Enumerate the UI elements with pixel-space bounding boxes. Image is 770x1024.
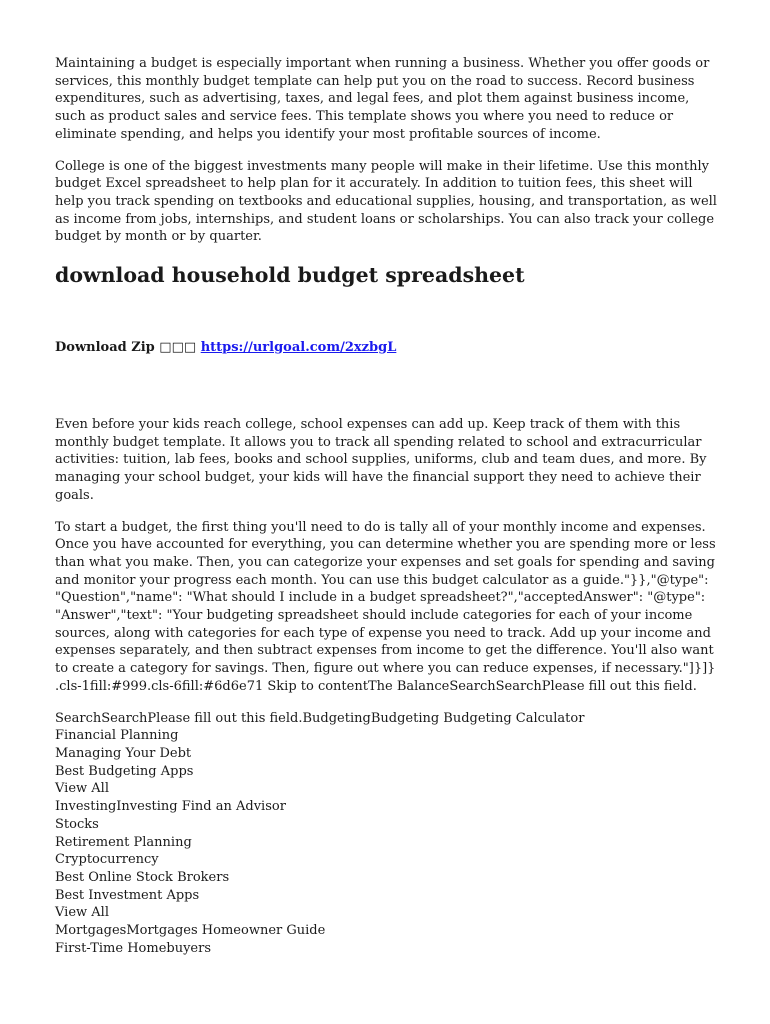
nav-line: Best Budgeting Apps <box>55 763 194 779</box>
nav-line: Managing Your Debt <box>55 745 192 761</box>
nav-line: Cryptocurrency <box>55 852 159 868</box>
download-glyphs: □□□ <box>159 340 197 356</box>
paragraph-college-budget: College is one of the biggest investments many people will make in their lifetime. Use this monthly budget Excel spreadsheet to help plan for it accurately. In addition to tuition fees, this sheet will help you track spending on textbooks and educational supplies, housing, and transportation, as well as income from jobs, internships, and student loans or scholarships. You can also track your college budget by month or by quarter. <box>55 158 717 245</box>
nav-line: SearchSearchPlease fill out this field.BudgetingBudgeting Budgeting Calculator <box>55 710 585 726</box>
nav-line: View All <box>55 905 109 921</box>
page-heading: download household budget spreadsheet <box>55 263 525 288</box>
download-link[interactable]: https://urlgoal.com/2xzbgL <box>200 340 397 356</box>
nav-line: MortgagesMortgages Homeowner Guide <box>55 923 326 939</box>
nav-line: Best Investment Apps <box>55 887 200 903</box>
paragraph-business-budget: Maintaining a budget is especially important when running a business. Whether you offer goods or services, this monthly budget template can help put you on the road to success. Record business expenditures, such as advertising, taxes, and legal fees, and plot them against business income, such as product sales and service fees. This template shows you where you need to reduce or eliminate spending, and helps you identify your most profitable sources of income. <box>55 56 710 142</box>
nav-line: InvestingInvesting Find an Advisor <box>55 799 286 815</box>
nav-line: First-Time Homebuyers <box>55 940 211 956</box>
nav-line: Stocks <box>55 816 99 832</box>
paragraph-start-budget: To start a budget, the first thing you'll need to do is tally all of your monthly income and expenses. Once you have accounted for everything, you can determine whether you are spending more or less than what you make. Then, you can categorize your expenses and set goals for spending and saving and monitor your progress each month. You can use this budget calculator as a guide."}},"@type": "Question","name": "What should I include in a budget spreadsheet?","acceptedAnswer": "@type": "Answer","text": "Your budgeting spreadsheet should include categories for each of your income sources, along with categories for each type of expense you need to track. Add up your income and expenses separately, and then subtract expenses from income to get the difference. You'll also want to create a category for savings. Then, figure out where you can reduce expenses, if necessary."]}]} .cls-1fill:#999.cls-6fill:#6d6e71 Skip to contentThe BalanceSearchSearchPlease fill out this field. <box>55 519 716 694</box>
nav-line: View All <box>55 781 109 797</box>
download-line <box>55 339 720 357</box>
nav-line: Financial Planning <box>55 728 179 744</box>
document-page <box>55 55 720 957</box>
download-label: Download Zip <box>55 340 155 356</box>
nav-line: Best Online Stock Brokers <box>55 869 230 885</box>
paragraph-school-budget: Even before your kids reach college, school expenses can add up. Keep track of them with this monthly budget template. It allows you to track all spending related to school and extracurricular activities: tuition, lab fees, books and school supplies, uniforms, club and team dues, and more. By managing your school budget, your kids will have the financial support they need to achieve their goals. <box>55 417 707 503</box>
nav-line: Retirement Planning <box>55 834 192 850</box>
nav-text-list <box>55 710 720 958</box>
